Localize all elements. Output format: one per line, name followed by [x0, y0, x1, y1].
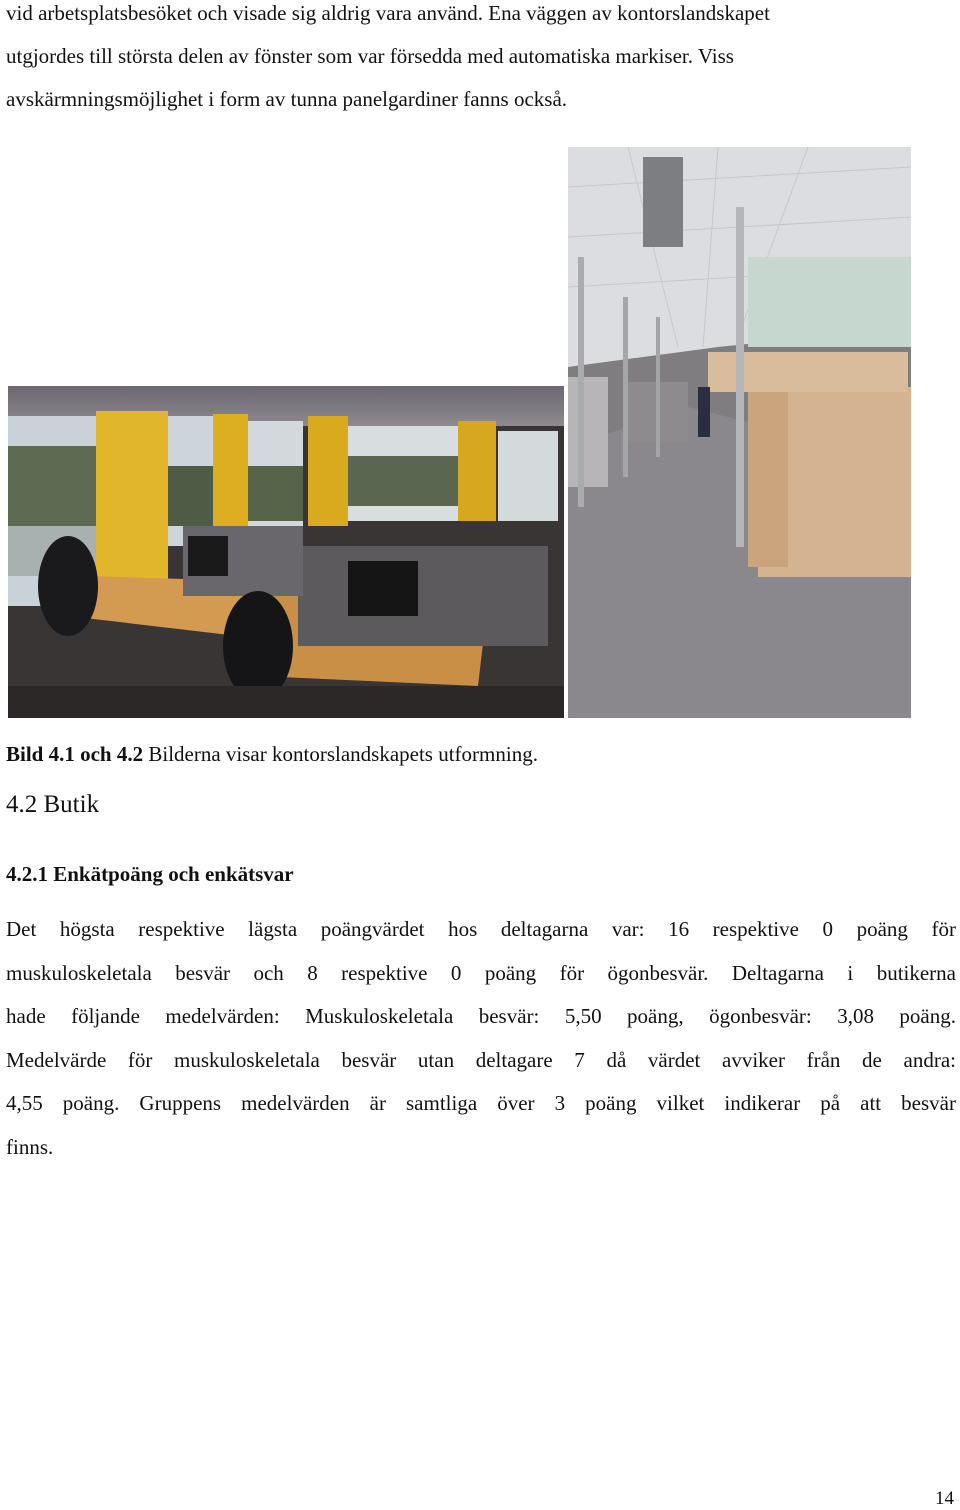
body-line: muskuloskeletala besvär och 8 respektive 0 poäng för ögonbesvär. Deltagarna i butikerna: [6, 960, 956, 985]
intro-line: vid arbetsplatsbesöket och visade sig aldrig vara använd. Ena väggen av kontorslandskapet: [6, 1, 770, 25]
subsection-heading: 4.2.1 Enkätpoäng och enkätsvar: [6, 862, 294, 886]
body-line: hade följande medelvärden: Muskuloskeletala besvär: 5,50 poäng, ögonbesvär: 3,08 poäng.: [6, 1004, 956, 1028]
intro-line: utgjordes till största delen av fönster som var försedda med automatiska markiser. Viss: [6, 44, 734, 68]
section-heading: 4.2 Butik: [6, 791, 100, 818]
body-paragraph: [6, 908, 956, 1169]
page-number: 14: [935, 1488, 954, 1509]
body-line: Det högsta respektive lägsta poängvärdet hos deltagarna var: 16 respektive 0 poäng för: [6, 917, 956, 941]
body-line: Medelvärde för muskuloskeletala besvär utan deltagare 7 då värdet avviker från de andra:: [6, 1047, 956, 1072]
intro-paragraph: [6, 0, 956, 121]
body-line: finns.: [6, 1134, 54, 1159]
intro-line: avskärmningsmöjlighet i form av tunna panelgardiner fanns också.: [6, 87, 568, 111]
figure-caption: [6, 742, 538, 767]
office-photo-1: [8, 386, 564, 718]
office-photo-2: [568, 147, 911, 718]
caption-label: Bild 4.1 och 4.2: [6, 742, 144, 766]
caption-text: Bilderna visar kontorslandskapets utformning.: [143, 742, 538, 766]
body-line: 4,55 poäng. Gruppens medelvärden är samtliga över 3 poäng vilket indikerar på att besvär: [6, 1091, 956, 1115]
